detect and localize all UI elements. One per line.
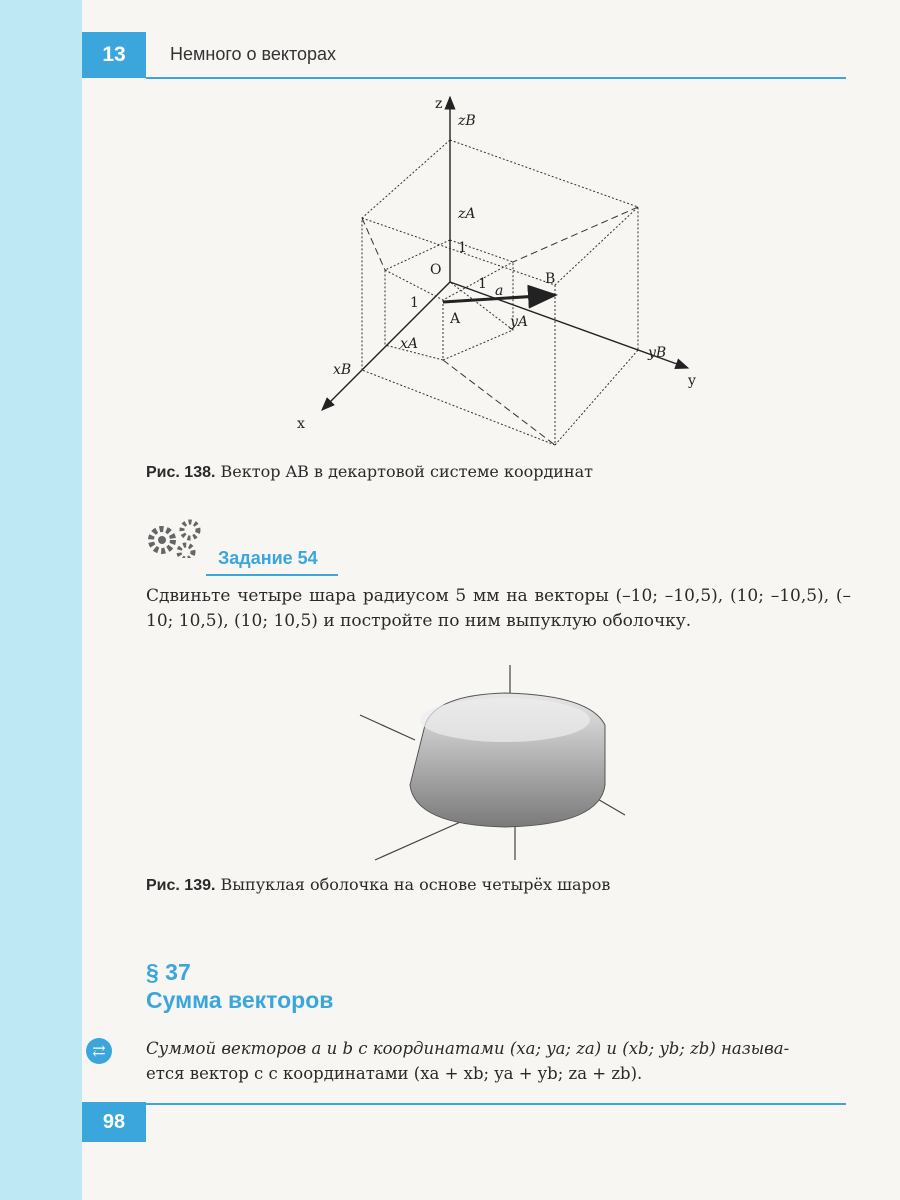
svg-text:yA: yA [510,314,529,330]
task-title: Задание 54 [218,548,318,568]
figure-139-hull [355,665,655,865]
figure-139-caption: Рис. 139. Выпуклая оболочка на основе четырёх шаров [146,875,611,894]
chapter-number: 13 [82,32,146,78]
figure-138-caption: Рис. 138. Вектор AB в декартовой системе координат [146,462,594,481]
margin-band [0,0,82,1200]
svg-text:1: 1 [478,276,487,292]
svg-text:x: x [297,416,305,432]
svg-text:xA: xA [400,336,419,352]
header-rule [146,77,846,79]
svg-text:zA: zA [458,206,476,222]
svg-text:1: 1 [410,295,419,311]
svg-text:B: B [545,271,556,287]
page-number: 98 [82,1102,146,1142]
svg-text:zB: zB [458,113,476,129]
definition-text: Суммой векторов a и b с координатами (xa; ya; za) и (xb; yb; zb) называ- ется вектор c с координатами (xa + xb; ya + yb; za + zb). [146,1039,790,1083]
svg-text:z: z [435,96,443,112]
figure-138-diagram [280,85,720,455]
gears-icon [146,518,208,558]
svg-text:yB: yB [648,345,667,361]
task-text: Сдвиньте четыре шара радиусом 5 мм на векторы (–10; –10,5), (10; –10,5), (–10; 10,5), (10; 10,5) и постройте по ним выпуклую оболочку. [146,586,851,631]
svg-text:xB: xB [333,362,352,378]
section-heading: § 37 Сумма векторов [146,959,334,1013]
svg-text:y: y [688,373,696,389]
svg-text:a: a [495,283,504,299]
chapter-title: Немного о векторах [170,44,337,64]
svg-text:A: A [450,311,461,327]
svg-text:1: 1 [458,240,467,256]
exchange-arrows-icon: ⇄ [86,1038,112,1064]
svg-text:O: O [430,262,442,278]
task-heading [146,540,336,570]
footer-rule [146,1103,846,1105]
